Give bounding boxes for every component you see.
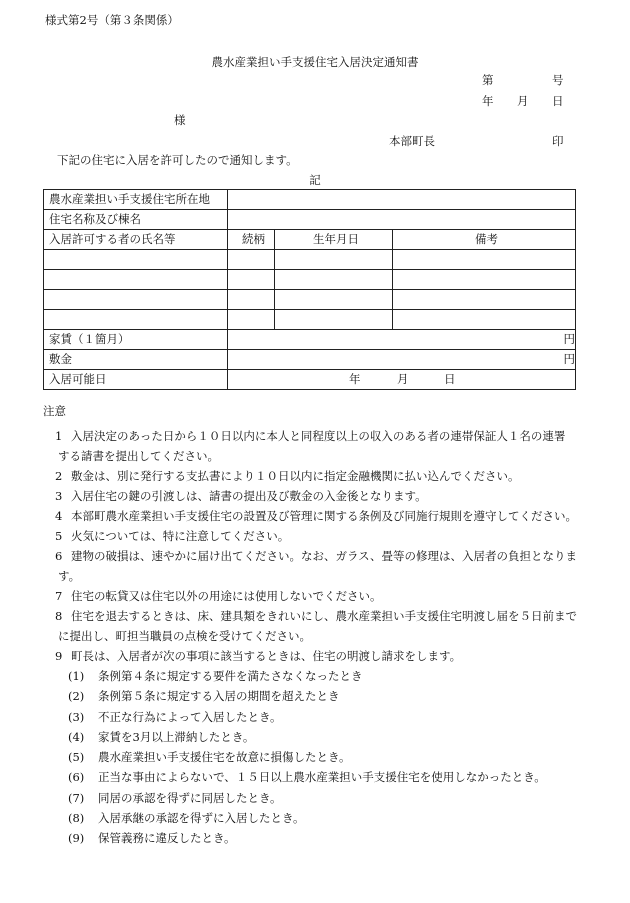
table-row	[44, 290, 576, 310]
number-go: 号	[552, 73, 564, 87]
sub-item-3	[43, 707, 603, 727]
note-item-5	[43, 526, 603, 546]
note-number: 5	[55, 529, 63, 543]
cell-relation	[228, 310, 275, 330]
cell-birthdate	[275, 310, 393, 330]
note-item-9	[43, 646, 603, 666]
sub-item-text: 不正な行為によって入居したとき。	[98, 709, 282, 724]
addressee-suffix: 様	[174, 113, 186, 127]
sub-item-text: 農水産業担い手支援住宅を故意に損傷したとき。	[98, 750, 351, 765]
cell-birthdate	[275, 250, 393, 270]
sub-item-number: (8)	[68, 811, 85, 826]
form-number: 様式第2号（第３条関係）	[45, 13, 179, 27]
note-line: 住宅の転貸又は住宅以外の用途には使用しないでください。	[71, 589, 382, 603]
note-number: 6	[55, 549, 63, 563]
sub-item-text: 家賃を3月以上滞納したとき。	[98, 729, 255, 744]
deposit-label: 敷金	[44, 350, 228, 370]
number-dai: 第	[482, 73, 494, 87]
cell-birthdate	[275, 270, 393, 290]
movein-month: 月	[397, 372, 409, 386]
note-number: 2	[55, 469, 63, 483]
sub-item-text: 入居承継の承認を得ずに入居したとき。	[98, 811, 305, 826]
notice-table	[43, 189, 576, 390]
sub-item-number: (6)	[68, 770, 85, 785]
deposit-unit: 円	[228, 350, 576, 370]
note-line: す。	[58, 569, 81, 583]
intro-text: 下記の住宅に入居を許可したので通知します。	[57, 153, 298, 167]
sub-item-text: 保管義務に違反したとき。	[98, 831, 236, 846]
note-line: 火気については、特に注意してください。	[71, 529, 290, 543]
sub-item-number: (4)	[68, 729, 85, 744]
cell-name	[44, 310, 228, 330]
note-item-8	[43, 606, 603, 646]
note-line: 入居決定のあった日から１０日以内に本人と同程度以上の収入のある者の連帯保証人１名の連署	[71, 429, 566, 443]
note-number: 3	[55, 489, 63, 503]
note-number: 4	[55, 509, 63, 523]
sub-item-text: 条例第５条に規定する入居の期間を超えたとき	[98, 689, 340, 704]
sub-item-5	[43, 747, 603, 767]
location-value	[228, 190, 576, 210]
sub-item-7	[43, 788, 603, 808]
movein-row	[44, 370, 576, 390]
header-birthdate: 生年月日	[275, 230, 393, 250]
cell-name	[44, 290, 228, 310]
location-row	[44, 190, 576, 210]
note-number: 9	[55, 649, 63, 663]
sub-item-number: (1)	[68, 669, 85, 683]
cell-relation	[228, 250, 275, 270]
sub-item-number: (7)	[68, 790, 85, 805]
cell-name	[44, 270, 228, 290]
rent-label: 家賃（１箇月）	[44, 330, 228, 350]
notes-heading: 注意	[43, 404, 66, 418]
rent-row	[44, 330, 576, 350]
cell-relation	[228, 270, 275, 290]
sub-item-text: 正当な事由によらないで、１５日以上農水産業担い手支援住宅を使用しなかったとき。	[98, 770, 546, 785]
document-title: 農水産業担い手支援住宅入居決定通知書	[211, 55, 419, 69]
cell-birthdate	[275, 290, 393, 310]
note-item-3	[43, 486, 603, 506]
location-label: 農水産業担い手支援住宅所在地	[44, 190, 228, 210]
movein-label: 入居可能日	[44, 370, 228, 390]
note-item-1	[43, 426, 603, 466]
note-item-7	[43, 586, 603, 606]
note-item-4	[43, 506, 603, 526]
sub-item-9	[43, 828, 603, 848]
name-value	[228, 210, 576, 230]
cell-remarks	[393, 310, 576, 330]
issuer: 本部町長	[389, 134, 435, 148]
sub-item-2	[43, 686, 603, 706]
rent-unit: 円	[228, 330, 576, 350]
sub-item-number: (9)	[68, 831, 85, 846]
movein-year: 年	[349, 372, 361, 386]
note-item-6	[43, 546, 603, 586]
sub-item-number: (3)	[68, 709, 85, 724]
table-row	[44, 250, 576, 270]
sub-item-number: (5)	[68, 750, 85, 765]
sub-item-text: 同居の承認を得ずに同居したとき。	[98, 790, 282, 805]
name-label: 住宅名称及び棟名	[44, 210, 228, 230]
sub-item-4	[43, 727, 603, 747]
header-remarks: 備考	[393, 230, 576, 250]
movein-day: 日	[444, 372, 456, 386]
seal-mark: 印	[552, 134, 564, 148]
header-relation: 続柄	[228, 230, 275, 250]
sub-item-1	[43, 666, 603, 686]
note-line: 町長は、入居者が次の事項に該当するときは、住宅の明渡し請求をします。	[71, 649, 462, 663]
sub-item-6	[43, 767, 603, 787]
cell-remarks	[393, 270, 576, 290]
note-line: 建物の破損は、速やかに届け出てください。なお、ガラス、畳等の修理は、入居者の負担となりま	[71, 549, 577, 563]
name-row	[44, 210, 576, 230]
date-year: 年	[482, 94, 494, 108]
deposit-row	[44, 350, 576, 370]
sub-item-number: (2)	[68, 689, 85, 704]
header-name: 入居許可する者の氏名等	[44, 230, 228, 250]
notes-section	[43, 403, 603, 849]
cell-name	[44, 250, 228, 270]
movein-date	[228, 370, 576, 390]
note-line: に提出し、町担当職員の点検を受けてください。	[58, 629, 311, 643]
note-line: する請書を提出してください。	[58, 449, 219, 463]
header-row	[44, 230, 576, 250]
sub-item-8	[43, 808, 603, 828]
note-number: 7	[55, 589, 63, 603]
ki-mark: 記	[309, 173, 321, 187]
cell-remarks	[393, 250, 576, 270]
cell-remarks	[393, 290, 576, 310]
note-line: 住宅を退去するときは、床、建具類をきれいにし、農水産業担い手支援住宅明渡し届を５日前まで	[71, 609, 577, 623]
note-number: 8	[55, 609, 63, 623]
note-line: 本部町農水産業担い手支援住宅の設置及び管理に関する条例及び同施行規則を遵守してください。	[71, 509, 577, 523]
cell-relation	[228, 290, 275, 310]
note-number: 1	[55, 429, 63, 443]
table-row	[44, 310, 576, 330]
note-line: 敷金は、別に発行する支払書により１０日以内に指定金融機関に払い込んでください。	[71, 469, 520, 483]
note-item-2	[43, 466, 603, 486]
table-row	[44, 270, 576, 290]
date-month: 月	[517, 94, 529, 108]
note-line: 入居住宅の鍵の引渡しは、請書の提出及び敷金の入金後となります。	[71, 489, 427, 503]
date-day: 日	[552, 94, 564, 108]
sub-item-text: 条例第４条に規定する要件を満たさなくなったとき	[98, 669, 363, 683]
